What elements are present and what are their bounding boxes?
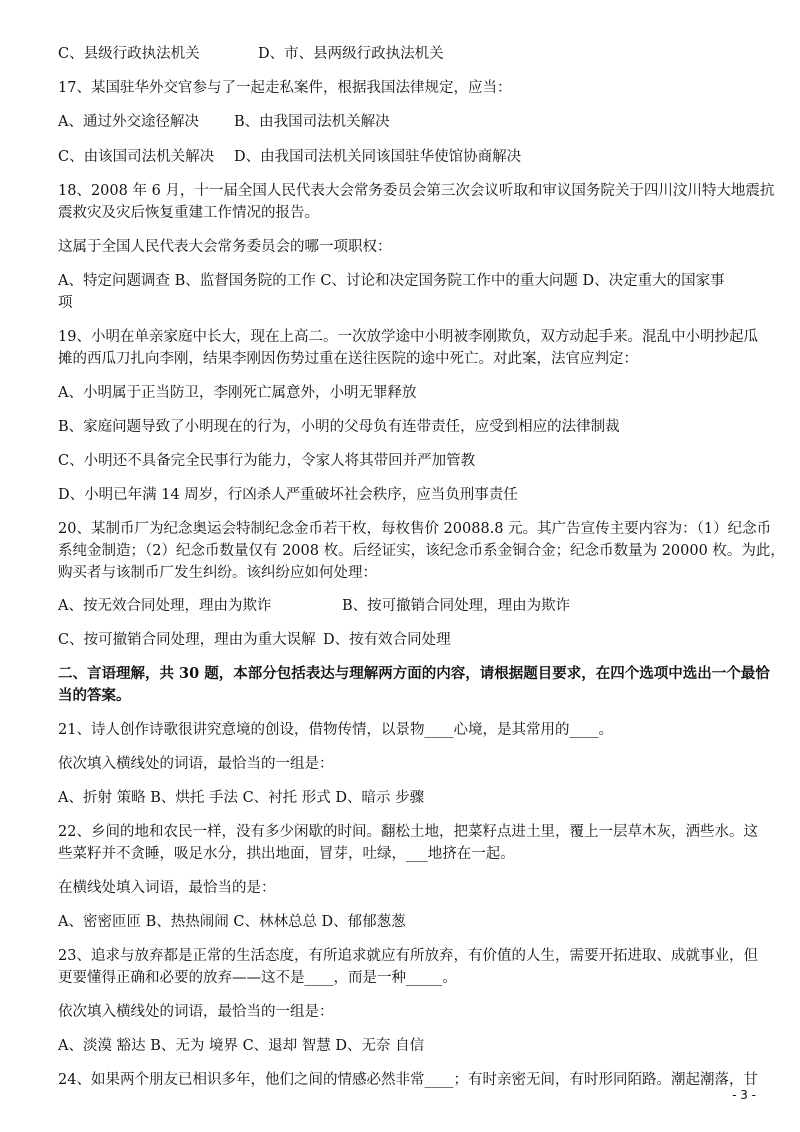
page-number: - 3 - xyxy=(732,1088,756,1102)
section2-heading-line1: 二、言语理解，共 30 题，本部分包括表达与理解两方面的内容，请根据题目要求，在四个选项中选出一个最恰 xyxy=(58,665,770,682)
q20-option-d: D、按有效合同处理 xyxy=(323,632,451,648)
q17-option-a: A、通过外交途径解决 xyxy=(58,114,199,130)
q19-stem-line2: 摊的西瓜刀扎向李刚，结果李刚因伤势过重在送往医院的途中死亡。对此案，法官应判定： xyxy=(58,351,638,367)
q19-option-a: A、小明属于正当防卫，李刚死亡属意外，小明无罪释放 xyxy=(58,385,417,401)
q20-stem-line2: 系纯金制造；（2）纪念币数量仅有 2008 枚。后经证实，该纪念币系金铜合金；纪念币数量为 20000 枚。为此， xyxy=(58,543,785,559)
q22-stem-line1: 22、乡间的地和农民一样，没有多少闲歇的时间。翻松土地，把菜籽点进土里，覆上一层草木灰，洒些水。这 xyxy=(58,824,758,840)
section2-heading-line2: 当的答案。 xyxy=(58,687,131,704)
q22-instruction: 在横线处填入词语，最恰当的是： xyxy=(58,880,276,896)
q21-instruction: 依次填入横线处的词语，最恰当的一组是： xyxy=(58,756,334,772)
q23-options: A、淡漠 豁达 B、无为 境界 C、退却 智慧 D、无奈 自信 xyxy=(58,1038,425,1054)
q17-option-b: B、由我国司法机关解决 xyxy=(234,114,390,130)
q22-options: A、密密匝匝 B、热热闹闹 C、林林总总 D、郁郁葱葱 xyxy=(58,914,406,930)
q20-option-b: B、按可撤销合同处理，理由为欺诈 xyxy=(342,598,571,614)
q18-options-line1: A、特定问题调查 B、监督国务院的工作 C、讨论和决定国务院工作中的重大问题 D、决定重大的国家事 xyxy=(58,273,725,289)
q20-stem-line3: 购买者与该制币厂发生纠纷。该纠纷应如何处理： xyxy=(58,565,377,581)
q19-option-d: D、小明已年满 14 周岁，行凶杀人严重破坏社会秩序，应当负刑事责任 xyxy=(58,487,518,503)
q16-option-c: C、县级行政执法机关 xyxy=(58,46,200,62)
q21-stem: 21、诗人创作诗歌很讲究意境的创设，借物传情，以景物____心境，是其常用的____。 xyxy=(58,722,613,738)
q24-stem-line1: 24、如果两个朋友已相识多年，他们之间的情感必然非常____；有时亲密无间，有时形同陌路。潮起潮落，甘 xyxy=(58,1072,758,1088)
q23-stem-line1: 23、追求与放弃都是正常的生活态度，有所追求就应有所放弃，有价值的人生，需要开拓进取、成就事业，但 xyxy=(58,948,758,964)
q18-stem-line1: 18、2008 年 6 月，十一届全国人民代表大会常务委员会第三次会议听取和审议国务院关于四川汶川特大地震抗 xyxy=(58,183,775,199)
q19-option-c: C、小明还不具备完全民事行为能力，令家人将其带回并严加管教 xyxy=(58,453,476,469)
q20-options-cd xyxy=(58,630,451,650)
q16-option-d: D、市、县两级行政执法机关 xyxy=(258,46,444,62)
q16-options-cd xyxy=(58,44,444,64)
q17-options-cd xyxy=(58,147,522,167)
q21-options: A、折射 策略 B、烘托 手法 C、衬托 形式 D、暗示 步骤 xyxy=(58,790,425,806)
q23-instruction: 依次填入横线处的词语，最恰当的一组是： xyxy=(58,1004,334,1020)
q18-options-line2: 项 xyxy=(58,295,73,311)
q22-stem-line2: 些菜籽并不贪睡，吸足水分，拱出地面，冒芽，吐绿，___地挤在一起。 xyxy=(58,846,515,862)
q17-options-ab xyxy=(58,112,390,132)
q18-stem-line2: 震救灾及灾后恢复重建工作情况的报告。 xyxy=(58,205,319,221)
q20-stem-line1: 20、某制币厂为纪念奥运会特制纪念金币若干枚，每枚售价 20088.8 元。其广告宣传主要内容为：（1）纪念币 xyxy=(58,521,772,537)
q19-option-b: B、家庭问题导致了小明现在的行为，小明的父母负有连带责任，应受到相应的法律制裁 xyxy=(58,419,620,435)
q20-option-a: A、按无效合同处理，理由为欺诈 xyxy=(58,598,272,614)
q20-option-c: C、按可撤销合同处理，理由为重大误解 xyxy=(58,632,316,648)
q17-stem: 17、某国驻华外交官参与了一起走私案件，根据我国法律规定，应当： xyxy=(58,80,512,96)
q18-stem-line3: 这属于全国人民代表大会常务委员会的哪一项职权： xyxy=(58,239,392,255)
q20-options-ab xyxy=(58,596,571,616)
q19-stem-line1: 19、小明在单亲家庭中长大，现在上高二。一次放学途中小明被李刚欺负，双方动起手来。混乱中小明抄起瓜 xyxy=(58,329,758,345)
q17-option-d: D、由我国司法机关同该国驻华使馆协商解决 xyxy=(234,149,522,165)
q17-option-c: C、由该国司法机关解决 xyxy=(58,149,215,165)
q23-stem-line2: 更要懂得正确和必要的放弃——这不是____，而是一种_____。 xyxy=(58,970,457,986)
